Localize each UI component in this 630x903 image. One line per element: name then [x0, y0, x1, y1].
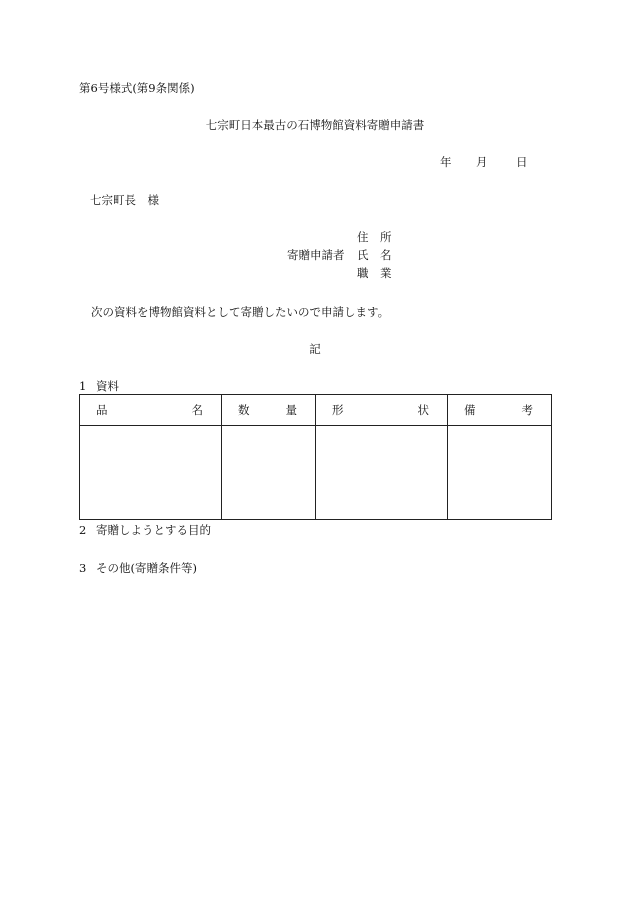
table-row — [80, 426, 552, 520]
applicant-field-occupation: 職 業 — [357, 266, 392, 280]
section-2 — [79, 523, 211, 537]
table-header-row — [80, 395, 552, 426]
cell-quantity[interactable] — [222, 426, 316, 520]
ki-heading: 記 — [309, 342, 321, 356]
section-1-label: 資料 — [96, 379, 119, 393]
header-item-name: 品 名 — [80, 395, 222, 426]
date-month: 月 — [476, 155, 488, 169]
applicant-field-name: 氏 名 — [357, 248, 392, 262]
section-3 — [79, 561, 197, 575]
form-number: 第6号様式(第9条関係) — [79, 81, 195, 95]
document-title: 七宗町日本最古の石博物館資料寄贈申請書 — [205, 118, 425, 132]
section-2-number: 2 — [79, 523, 87, 537]
header-remarks: 備 考 — [448, 395, 552, 426]
date-year: 年 — [440, 155, 452, 169]
applicant-field-address: 住 所 — [357, 230, 392, 244]
header-shape: 形 状 — [316, 395, 448, 426]
section-1 — [79, 379, 119, 393]
date-line — [440, 155, 528, 169]
cell-item-name[interactable] — [80, 426, 222, 520]
request-statement: 次の資料を博物館資料として寄贈したいので申請します。 — [91, 305, 390, 319]
section-3-label: その他(寄贈条件等) — [96, 561, 197, 575]
cell-shape[interactable] — [316, 426, 448, 520]
section-1-number: 1 — [79, 379, 87, 393]
applicant-block — [287, 230, 417, 284]
items-table — [79, 394, 552, 520]
applicant-role: 寄贈申請者 — [287, 248, 345, 262]
addressee: 七宗町長 様 — [90, 193, 159, 207]
date-day: 日 — [516, 155, 528, 169]
section-3-number: 3 — [79, 561, 87, 575]
section-2-label: 寄贈しようとする目的 — [96, 523, 211, 537]
cell-remarks[interactable] — [448, 426, 552, 520]
header-quantity: 数 量 — [222, 395, 316, 426]
